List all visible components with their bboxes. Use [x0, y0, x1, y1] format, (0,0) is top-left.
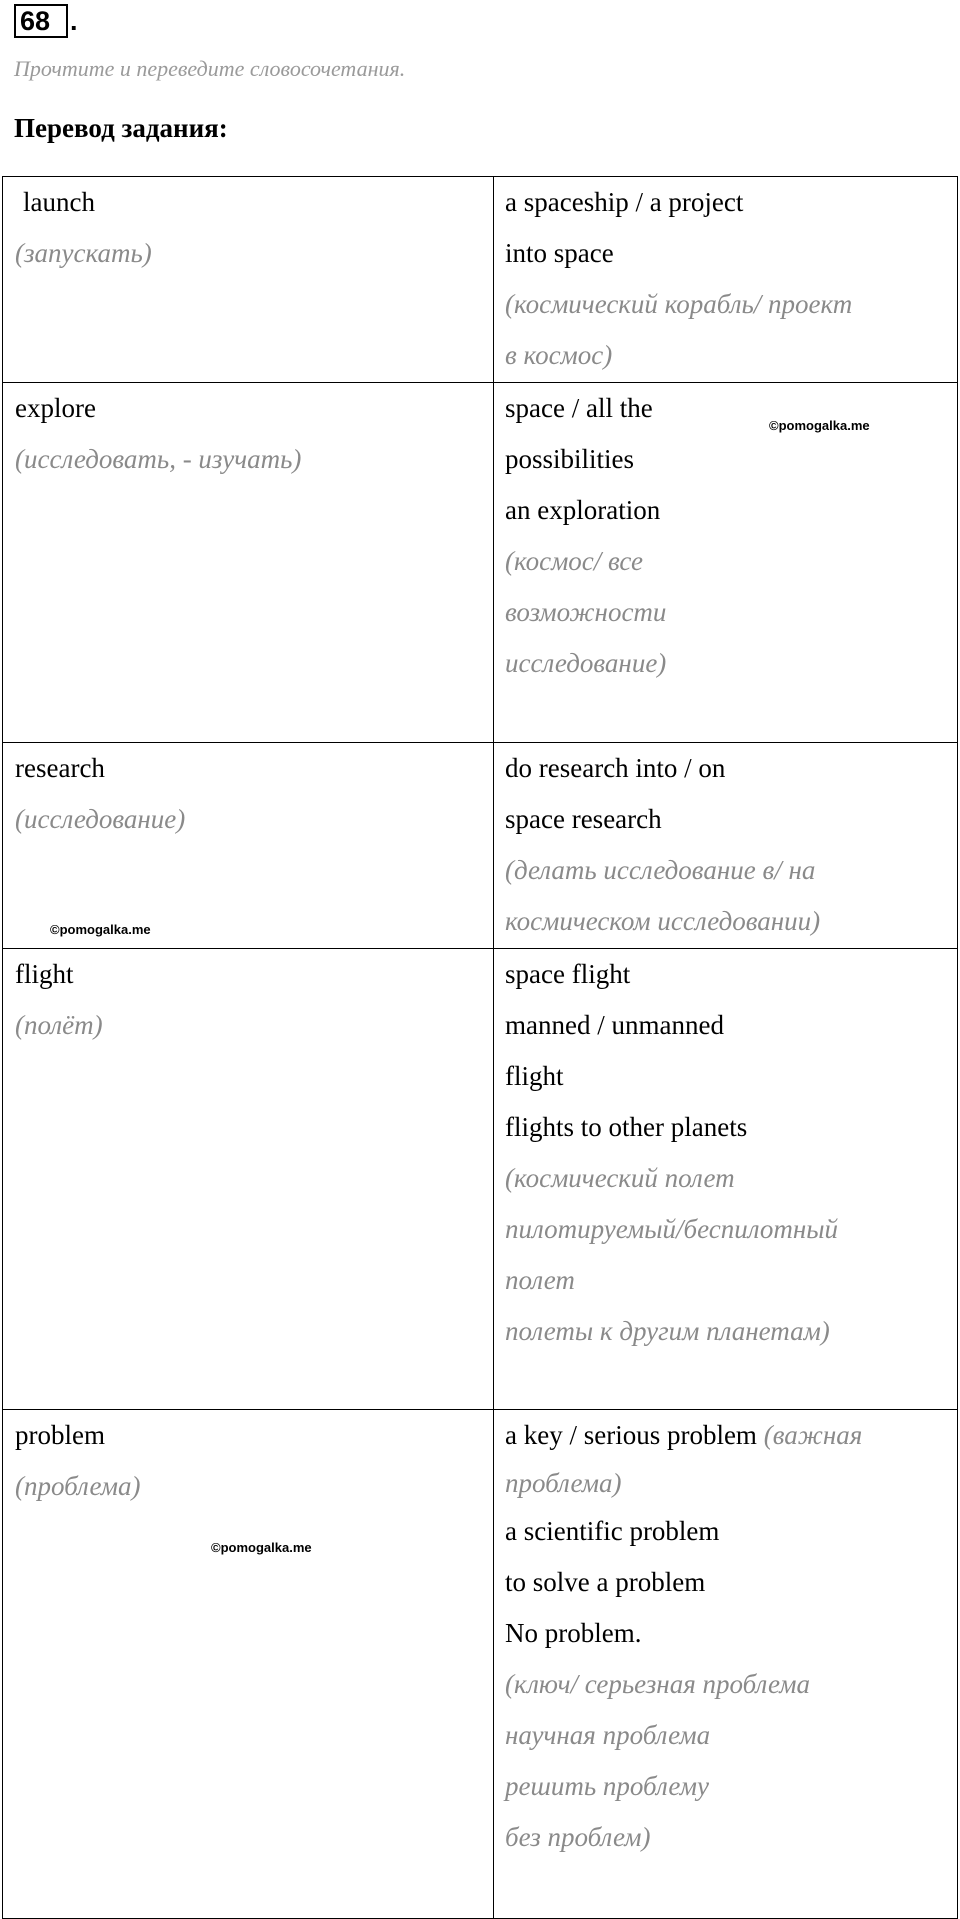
watermark: ©pomogalka.me — [769, 418, 870, 433]
phrase-translation: решить проблему — [505, 1771, 709, 1801]
word: research — [15, 753, 105, 783]
word: launch — [23, 187, 95, 217]
phrase: flight — [505, 1061, 564, 1091]
phrase: flights to other planets — [505, 1112, 748, 1142]
word: problem — [15, 1420, 105, 1450]
phrase-translation: космическом исследовании) — [505, 906, 821, 936]
vocabulary-table — [2, 176, 958, 1919]
phrase: possibilities — [505, 444, 635, 474]
phrase-translation: (важная — [763, 1420, 863, 1450]
phrase: No problem. — [505, 1618, 642, 1648]
phrase-translation: (космос/ все — [505, 546, 644, 576]
phrase-translation: в космос) — [505, 340, 613, 370]
table-row — [3, 383, 958, 743]
word-translation: (исследовать, - изучать) — [15, 444, 302, 474]
table-row — [3, 949, 958, 1410]
phrase-translation: (космический корабль/ проект — [505, 289, 853, 319]
phrase-translation: (ключ/ серьезная проблема — [505, 1669, 811, 1699]
exercise-number-dot: . — [70, 6, 78, 36]
phrase-translation: научная проблема — [505, 1720, 711, 1750]
word-translation: (проблема) — [15, 1471, 141, 1501]
watermark: ©pomogalka.me — [50, 922, 151, 937]
word-translation: (запускать) — [15, 238, 152, 268]
phrase: a spaceship / a project — [505, 187, 744, 217]
phrase-translation: полет — [505, 1265, 575, 1295]
phrase-with-translation — [505, 1410, 957, 1461]
phrase: space flight — [505, 959, 631, 989]
word-cell — [3, 177, 494, 383]
instruction: Прочтите и переведите словосочетания. — [14, 56, 406, 81]
phrases-cell — [494, 177, 958, 383]
word-cell — [3, 949, 494, 1410]
phrases-cell — [494, 743, 958, 949]
watermark: ©pomogalka.me — [211, 1540, 312, 1555]
table-row — [3, 743, 958, 949]
word: explore — [15, 393, 96, 423]
phrase-translation: пилотируемый/беспилотный — [505, 1214, 839, 1244]
phrase: into space — [505, 238, 614, 268]
phrase-translation: проблема) — [505, 1468, 622, 1498]
phrases-cell — [494, 1410, 958, 1919]
exercise-number — [14, 4, 68, 38]
heading: Перевод задания: — [14, 113, 228, 143]
phrase-translation: исследование) — [505, 648, 667, 678]
word-cell — [3, 1410, 494, 1919]
table-row — [3, 177, 958, 383]
phrase: space / all the — [505, 393, 653, 423]
phrase: an exploration — [505, 495, 661, 525]
phrase: do research into / on — [505, 753, 726, 783]
phrase: space research — [505, 804, 662, 834]
word-cell — [3, 743, 494, 949]
phrase: manned / unmanned — [505, 1010, 724, 1040]
phrase-translation: возможности — [505, 597, 667, 627]
phrases-cell — [494, 383, 958, 743]
phrase: to solve a problem — [505, 1567, 706, 1597]
word-translation: (исследование) — [15, 804, 186, 834]
phrase-translation: полеты к другим планетам) — [505, 1316, 830, 1346]
phrase: a scientific problem — [505, 1516, 720, 1546]
table-row — [3, 1410, 958, 1919]
exercise-number-text: 68 — [20, 6, 51, 36]
phrase-translation: без проблем) — [505, 1822, 651, 1852]
word-translation: (полёт) — [15, 1010, 103, 1040]
phrases-cell — [494, 949, 958, 1410]
word: flight — [15, 959, 74, 989]
word-cell — [3, 383, 494, 743]
phrase-translation: (делать исследование в/ на — [505, 855, 816, 885]
phrase: a key / serious problem — [505, 1420, 757, 1450]
phrase-translation: (космический полет — [505, 1163, 735, 1193]
